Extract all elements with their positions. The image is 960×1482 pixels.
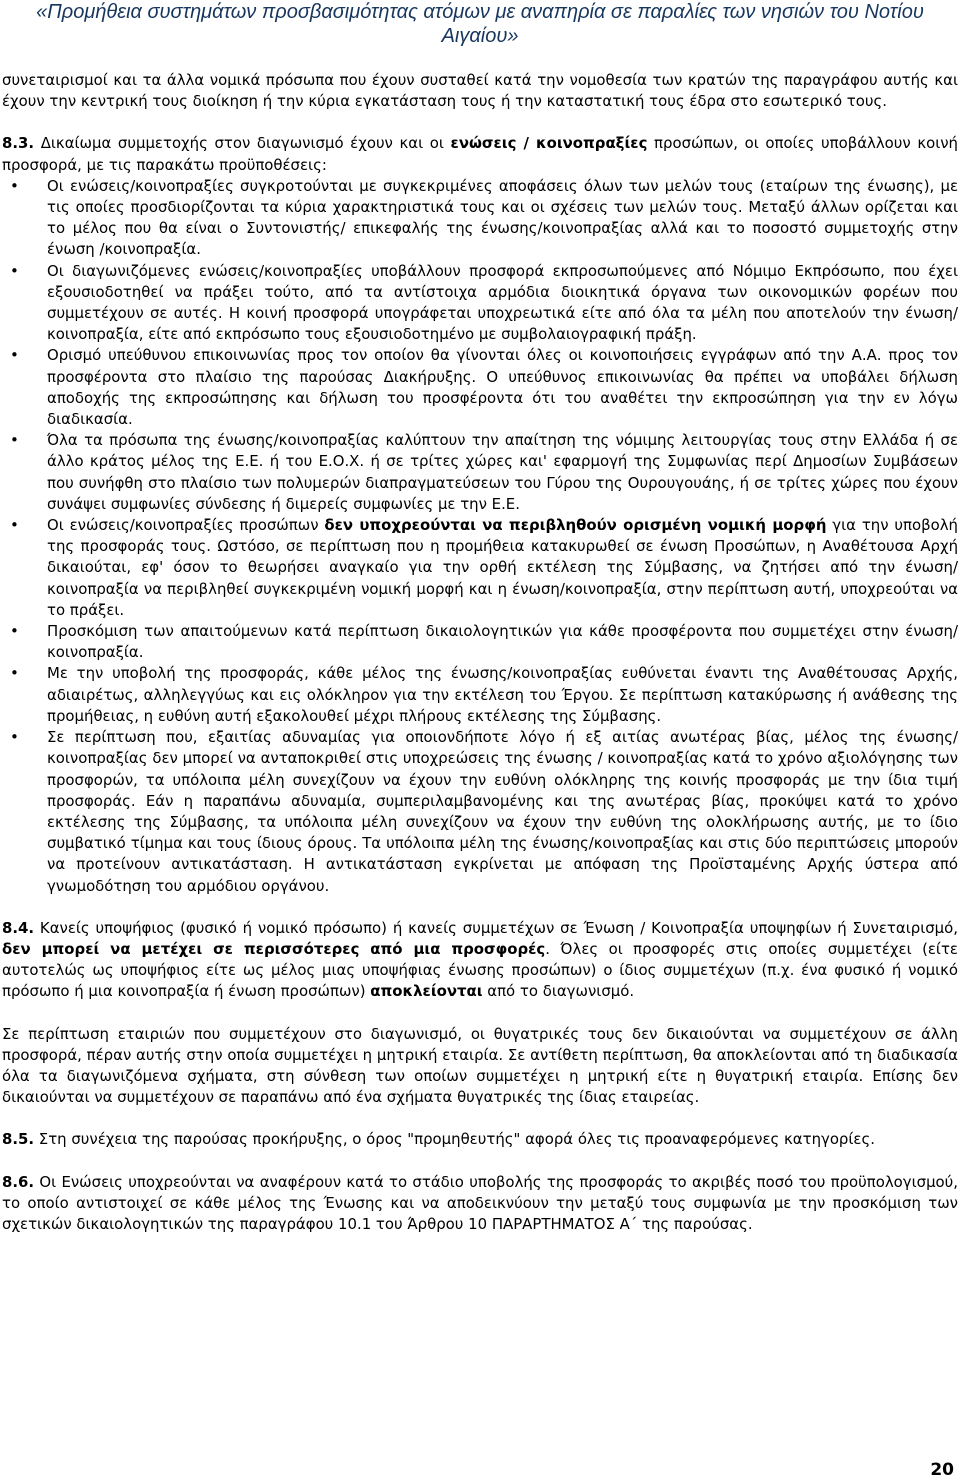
section-text: προσώπων, οι οποίες υποβάλλουν κοινή προσφορά, με τις παρακάτω προϋποθέσεις: <box>2 134 958 174</box>
list-item-text: Όλα τα πρόσωπα της ένωσης/κοινοπραξίας καλύπτουν την απαίτηση της νόμιμης λειτουργίας τους στην Ελλάδα ή σε άλλο κράτος μέλος της Ε.Ε. ή του Ε.Ο.Χ. ή σε τρίτες χώρες και' εφαρμογή της Συμφωνίας περί Δημοσίων Συμβάσεων που συνήφθη στο πλαίσιο των πολυμερών διαπραγματεύσεων του Γύρου της Ουρουγουάης, ή σε τρίτες χώρες που έχουν συνάψει συμφωνίες σύνδεσης ή διμερείς συμφωνίες με την Ε.Ε. <box>47 431 958 513</box>
section-8-3-paragraph <box>2 133 958 175</box>
section-8-4-paragraph <box>2 918 958 1003</box>
bold-phrase: αποκλείονται <box>370 982 483 1001</box>
section-text: Κανείς υποψήφιος (φυσικό ή νομικό πρόσωπο) ή κανείς συμμετέχων σε Ένωση / Κοινοπραξία υποψηφίων ή Συνεταιρισμό, <box>34 918 958 937</box>
list-item <box>2 345 958 430</box>
list-item <box>2 621 958 663</box>
section-text: Δικαίωμα συμμετοχής στον διαγωνισμό έχουν και οι <box>40 134 451 153</box>
section-8-6-paragraph <box>2 1172 958 1236</box>
bold-phrase: δεν υποχρεούνται να περιβληθούν ορισμένη νομική μορφή <box>324 516 827 535</box>
list-item-text: Οι ενώσεις/κοινοπραξίες προσώπων <box>47 516 325 535</box>
document-header <box>0 0 960 48</box>
section-number: 8.4. <box>2 918 35 937</box>
header-title-line-2: Αιγαίου» <box>441 25 519 47</box>
list-item-text: Προσκόμιση των απαιτούμενων κατά περίπτωση δικαιολογητικών για κάθε προσφέροντα που συμμετέχει στην ένωση/κοινοπραξία. <box>47 622 958 662</box>
bold-phrase: δεν μπορεί να μετέχει σε περισσότερες από μια προσφορές <box>2 939 546 958</box>
list-item-text: Με την υποβολή της προσφοράς, κάθε μέλος της ένωσης/κοινοπραξίας ευθύνεται έναντι της Αναθέτουσας Αρχής, αδιαιρέτως, αλληλεγγύως και εις ολόκληρον για την εκτέλεση του Έργου. Σε περίπτωση κατακύρωσης ή ανάθεσης της προμήθειας, η ευθύνη αυτή εξακολουθεί μέχρι πλήρους εκτέλεσης της Σύμβασης. <box>47 664 958 725</box>
header-title-line-1: «Προμήθεια συστημάτων προσβασιμότητας ατόμων με αναπηρία σε παραλίες των νησιών του Νοτίου <box>36 1 924 23</box>
section-number: 8.5. <box>2 1130 35 1149</box>
list-item-text: Ορισμό υπεύθυνου επικοινωνίας προς τον οποίον θα γίνονται όλες οι κοινοποιήσεις εγγράφων από την Α.Α. προς τον προσφέροντα στο πλαίσιο της παρούσας Διακήρυξης. Ο υπεύθυνος επικοινωνίας θα πρέπει να υποβάλει δήλωση αποδοχής της εκπροσώπησης και δήλωση του προσφέροντα ότι του αναθέτει την εκπροσώπηση για την εν λόγω διαδικασία. <box>47 346 958 429</box>
list-item <box>2 663 958 727</box>
document-body <box>2 70 958 1235</box>
bold-phrase: ενώσεις / κοινοπραξίες <box>450 134 648 153</box>
page-number: 20 <box>930 1460 954 1480</box>
list-item-text: για την υποβολή της προσφοράς τους. Ωστόσο, σε περίπτωση που η προμήθεια κατακυρωθεί σε ένωση Προσώπων, η Αναθέτουσα Αρχή δικαιούται, εφ' όσον το θεωρήσει αναγκαίο για την ορθή εκτέλεση της Σύμβασης, να ζητήσει από την ένωση/κοινοπραξία να περιβληθεί συγκεκριμένη νομική μορφή και η ένωση/κοινοπραξία, στην περίπτωση αυτή, υποχρεούται να το πράξει. <box>47 516 958 619</box>
list-item <box>2 515 958 621</box>
section-text: . Όλες οι προσφορές στις οποίες συμμετέχει (είτε αυτοτελώς ως υποψήφιος είτε ως μέλος μιας υποψήφιας ένωσης προσώπων) ο ίδιος συμμετέχων (π.χ. ένα φυσικό ή νομικό πρόσωπο ή μια κοινοπραξία ή ένωση προσώπων) <box>2 939 958 1001</box>
list-item <box>2 176 958 261</box>
intro-paragraph: συνεταιρισμοί και τα άλλα νομικά πρόσωπα που έχουν συσταθεί κατά την νομοθεσία των κρατών της παραγράφου αυτής και έχουν την κεντρική τους διοίκηση ή την κύρια εγκατάσταση τους ή την καταστατική τους έδρα στο εσωτερικό τους. <box>2 71 958 111</box>
list-item <box>2 727 958 897</box>
requirements-list <box>2 176 958 897</box>
section-text: Οι Ενώσεις υποχρεούνται να αναφέρουν κατά το στάδιο υποβολής της προσφοράς το ακριβές ποσό του προϋπολογισμού, το οποίο αντιστοιχεί σε κάθε μέλος της Ένωσης και να αποδεικνύουν την μεταξύ τους συμφωνία με την προσκόμιση των σχετικών δικαιολογητικών της παραγράφου 10.1 του Άρθρου 10 ΠΑΡΑΡΤΗΜΑΤΟΣ Α΄ της παρούσας. <box>2 1172 958 1233</box>
section-text: Στη συνέχεια της παρούσας προκήρυξης, ο όρος "προμηθευτής" αφορά όλες τις προαναφερόμενες κατηγορίες. <box>34 1130 875 1149</box>
section-number: 8.6. <box>2 1172 35 1191</box>
section-text: από το διαγωνισμό. <box>482 982 635 1001</box>
section-8-5-paragraph <box>2 1129 958 1150</box>
list-item <box>2 261 958 346</box>
companies-paragraph: Σε περίπτωση εταιριών που συμμετέχουν στο διαγωνισμό, οι θυγατρικές τους δεν δικαιούνται να συμμετέχουν σε άλλη προσφορά, πέραν αυτής στην οποία συμμετέχει η μητρική εταιρία. Σε αντίθετη περίπτωση, θα αποκλείονται από τη διαδικασία όλα τα διαγωνιζόμενα σχήματα, στη σύνθεση των οποίων συμμετέχει η μητρική είτε η θυγατρική εταιρία. Επίσης δεν δικαιούνται να συμμετέχουν σε παραπάνω από ένα σχήματα θυγατρικές της ίδιας εταιρείας. <box>2 1024 958 1107</box>
section-number: 8.3. <box>2 134 35 153</box>
list-item <box>2 430 958 515</box>
list-item-text: Οι ενώσεις/κοινοπραξίες συγκροτούνται με συγκεκριμένες αποφάσεις όλων των μελών τους (εταίρων της ένωσης), με τις οποίες προσδιορίζονται τα κύρια χαρακτηριστικά τους και οι σχέσεις των μελών τους. Μεταξύ άλλων ορίζεται και το μέλος που θα είναι ο Συντονιστής/ επικεφαλής της ένωσης/κοινοπραξίας αλλά και το ποσοστό συμμετοχής στην ένωση /κοινοπραξία. <box>47 176 958 259</box>
list-item-text: Σε περίπτωση που, εξαιτίας αδυναμίας για οποιονδήποτε λόγο ή εξ αιτίας ανωτέρας βίας, μέλος της ένωσης/κοινοπραξίας δεν μπορεί να ανταποκριθεί στις υποχρεώσεις της ένωσης / κοινοπραξίας κατά το χρόνο αξιολόγησης των προσφορών, τα υπόλοιπα μέλη συνεχίζουν να έχουν την ευθύνη ολόκληρης της κοινής προσφοράς με την ίδια τιμή προσφοράς. Εάν η παραπάνω αδυναμία, συμπεριλαμβανομένης και της ανωτέρας βίας, προκύψει κατά το χρόνο εκτέλεσης της Σύμβασης, τα υπόλοιπα μέλη συνεχίζουν να έχουν την ευθύνη της ολοκλήρωσης αυτής, με το ίδιο συμβατικό τίμημα και τους ίδιους όρους. Τα υπόλοιπα μέλη της ένωσης/κοινοπραξίας και στις δύο περιπτώσεις μπορούν να προτείνουν αντικατάσταση. Η αντικατάσταση εγκρίνεται με απόφαση της Προϊσταμένης Αρχής ύστερα από γνωμοδότηση του αρμόδιου οργάνου. <box>47 728 958 895</box>
list-item-text: Οι διαγωνιζόμενες ενώσεις/κοινοπραξίες υποβάλλουν προσφορά εκπροσωπούμενες από Νόμιμο Εκπρόσωπο, που έχει εξουσιοδοτηθεί να πράξει τούτο, από τα αντίστοιχα αρμόδια διοικητικά όργανα των οικονομικών φορέων που συμμετέχουν σε αυτές. Η κοινή προσφορά υπογράφεται υποχρεωτικά είτε από όλα τα μέλη που αποτελούν την ένωση/κοινοπραξία, είτε από εκπρόσωπο τους εξουσιοδοτημένο με συμβολαιογραφική πράξη. <box>47 261 958 344</box>
